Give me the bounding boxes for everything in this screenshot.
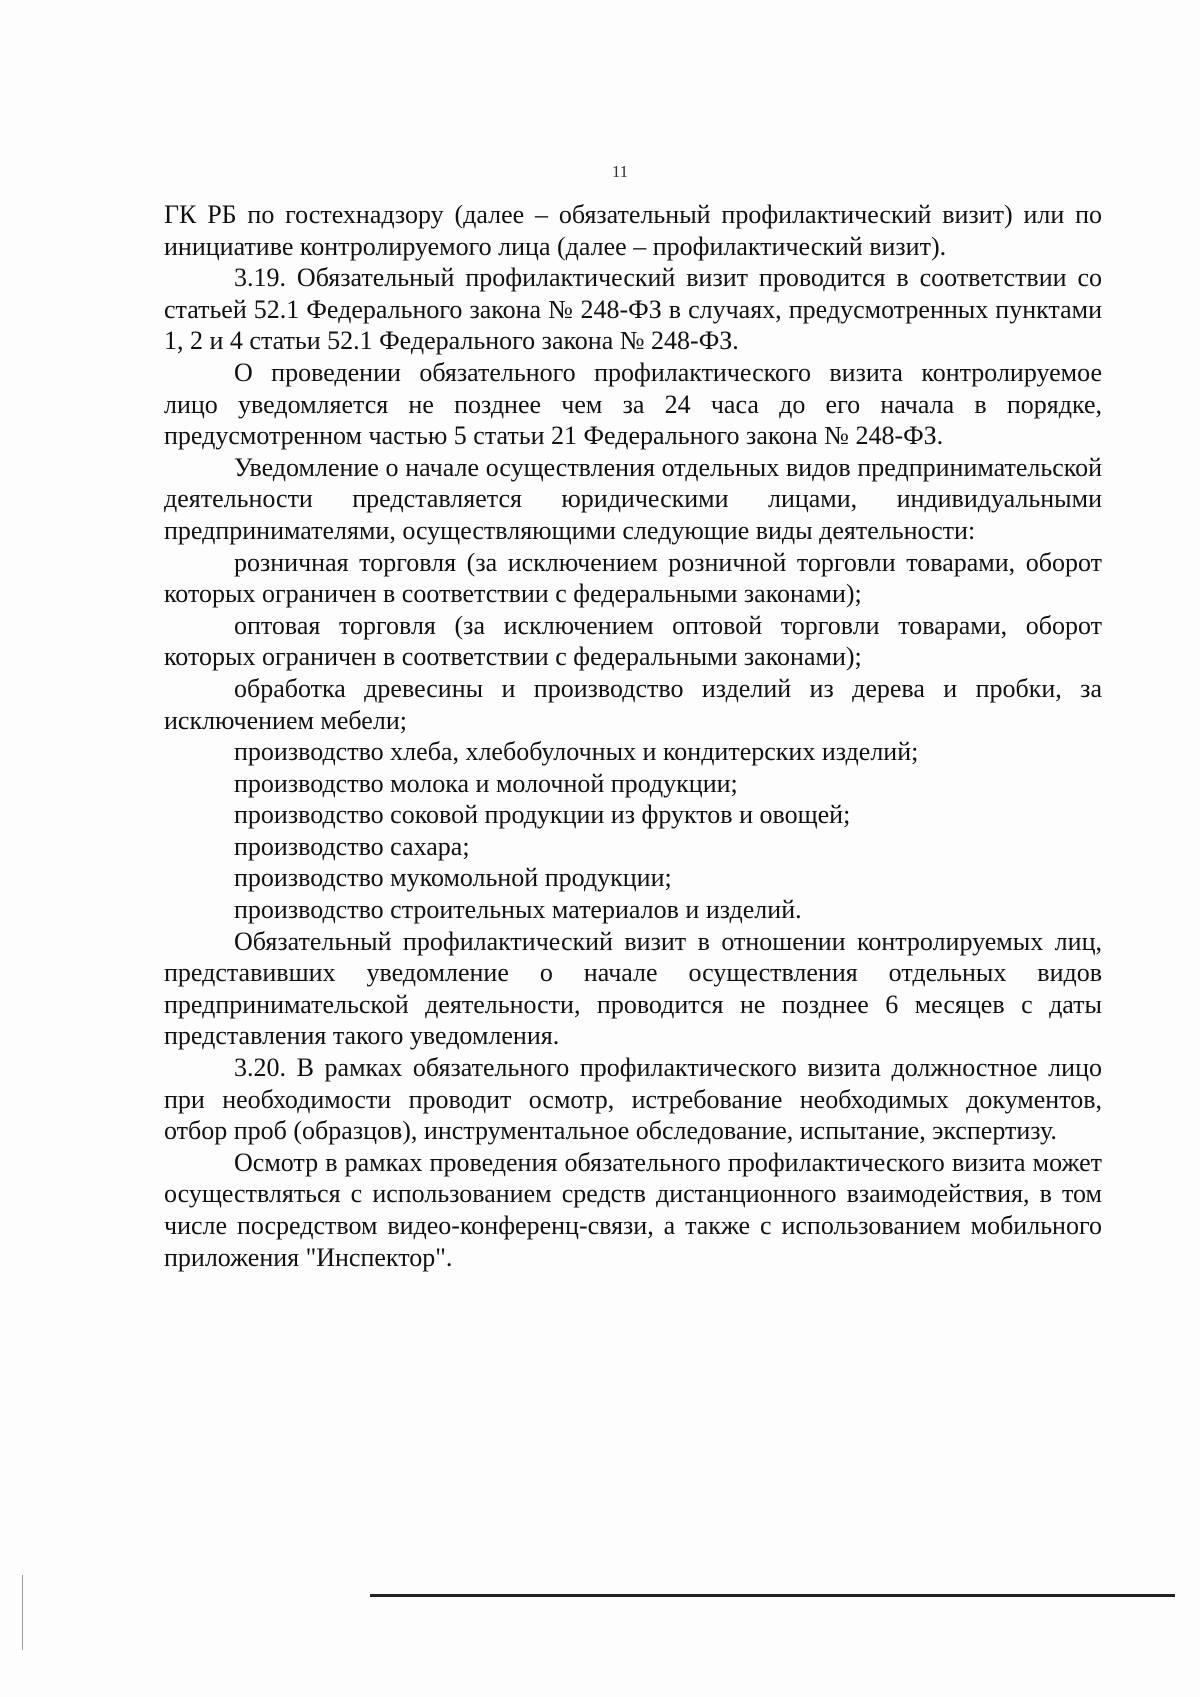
paragraph: Обязательный профилактический визит в отношении контролируемых лиц, представивших уведомление о начале осуществления отдельных видов предпринимательской деятельности, проводится не позднее 6 месяцев с даты представления такого уведомления. [164,926,1102,1051]
document-body [164,199,1102,1273]
paragraph: Уведомление о начале осуществления отдельных видов предпринимательской деятельности представляется юридическими лицами, индивидуальными предпринимателями, осуществляющими следующие виды деятельности: [164,452,1102,545]
paragraph: 3.19. Обязательный профилактический визит проводится в соответствии со статьей 52.1 Федерального закона № 248-ФЗ в случаях, предусмотренных пунктами 1, 2 и 4 статьи 52.1 Федерального закона № 248-ФЗ. [164,263,1102,356]
list-item: оптовая торговля (за исключением оптовой торговли товарами, оборот которых ограничен в соответствии с федеральными законами); [164,610,1102,672]
list-item: производство сахара; [234,831,470,861]
paragraph: ГК РБ по гостехнадзору (далее – обязательный профилактический визит) или по инициативе контролируемого лица (далее – профилактический визит). [164,200,1102,261]
list-item: производство мукомольной продукции; [234,863,672,893]
paragraph: О проведении обязательного профилактического визита контролируемое лицо уведомляется не позднее чем за 24 часа до его начала в порядке, предусмотренном частью 5 статьи 21 Федерального закона № 248-ФЗ. [164,357,1102,451]
list-item: производство молока и молочной продукции; [234,768,738,798]
list-item: обработка древесины и производство изделий из дерева и пробки, за исключением мебели; [164,673,1102,735]
paragraph: 3.20. В рамках обязательного профилактического визита должностное лицо при необходимости проводит осмотр, истребование необходимых документов, отбор проб (образцов), инструментальное обследование, испытание, экспертизу. [164,1053,1102,1146]
paragraph: Осмотр в рамках проведения обязательного профилактического визита может осуществляться с использованием средств дистанционного взаимодействия, в том числе посредством видео-конференц-связи, а также с использованием мобильного приложения "Инспектор". [164,1147,1102,1272]
list-item: производство хлеба, хлебобулочных и кондитерских изделий; [234,737,919,767]
scan-margin-mark [22,1575,23,1650]
page-number: 11 [611,162,629,181]
footer-rule [370,1594,1175,1597]
list-item: производство соковой продукции из фруктов и овощей; [234,800,851,830]
list-item: производство строительных материалов и изделий. [234,895,802,925]
list-item: розничная торговля (за исключением розничной торговли товарами, оборот которых ограничен в соответствии с федеральными законами); [164,547,1102,609]
